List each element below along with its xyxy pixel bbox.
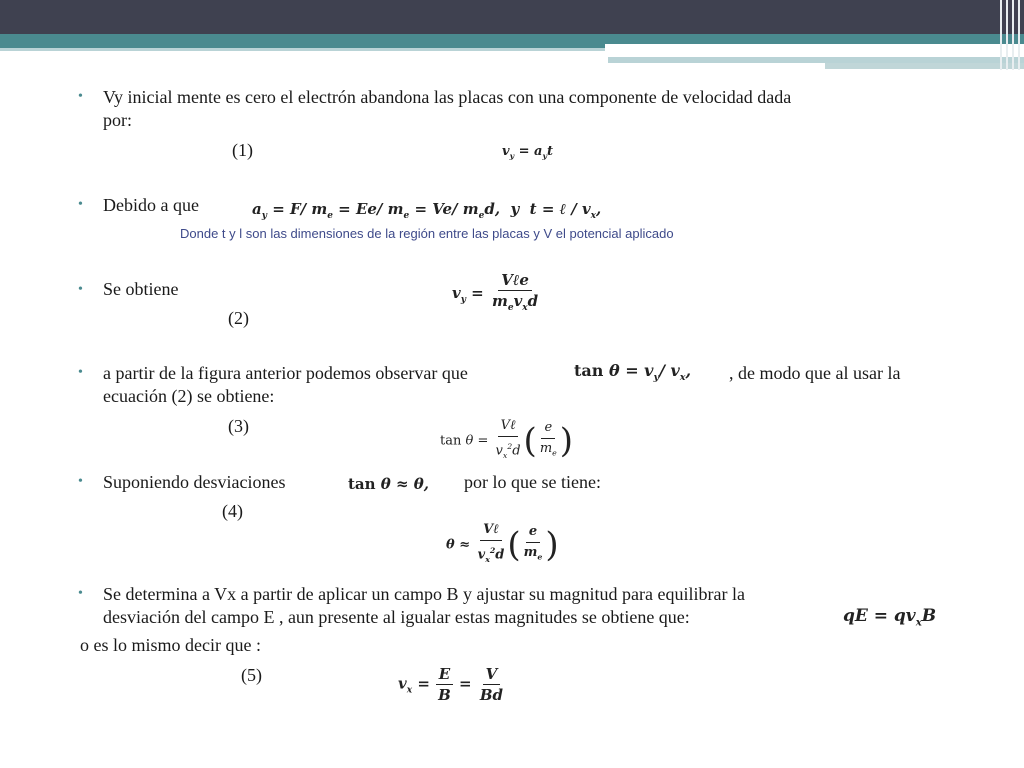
equation-tan-theta: $\tan \theta = v_y/$ $v_x$, xyxy=(574,361,692,384)
bullet-marker: • xyxy=(78,474,83,489)
bullet-4-line-2: ecuación (2) se obtiene: xyxy=(103,386,275,406)
equation-4: θ ≈ $\frac{\text{Vℓ}}{v_x^2d}$ ( $\frac{e}{m_e}$ ) xyxy=(446,522,559,565)
equation-small-angle: tan θ ≈ θ, xyxy=(348,475,430,493)
equation-3: tan θ = $\frac{\text{Vℓ}}{v_x^2d}$ ( $\frac{e}{m_e}$ ) xyxy=(440,418,574,461)
equation-1: $v_y = a_yt$ xyxy=(502,144,554,161)
bullet-marker: • xyxy=(78,365,83,380)
bullet-5-text-start: Suponiendo desviaciones xyxy=(103,472,286,492)
equation-5-label: (5) xyxy=(241,665,262,685)
equation-3-label: (3) xyxy=(228,416,249,436)
bullet-1-line-1: Vy inicial mente es cero el electrón abandona las placas con una componente de velocidad dada xyxy=(103,87,792,107)
bullet-3-text: Se obtiene xyxy=(103,279,179,299)
equation-5: $v_x$ = $\frac{E}{B}$ = $\frac{V}{Bd}$ xyxy=(398,665,503,704)
header-notch xyxy=(605,44,1024,55)
equation-acceleration: $a_y = F/$ $m_e = Ee/$ $m_e = Ve/$ $m_ed$, y t = ℓ / $v_x$, xyxy=(252,200,602,221)
equation-1-label: (1) xyxy=(232,140,253,160)
bullet-4-text-start: a partir de la figura anterior podemos observar que xyxy=(103,363,468,383)
header-stripes xyxy=(994,0,1024,70)
bullet-marker: • xyxy=(78,89,83,104)
header-band-dark xyxy=(0,0,1024,34)
note-dimensions: Donde t y l son las dimensiones de la región entre las placas y V el potencial aplicado xyxy=(180,226,674,241)
equation-2-label: (2) xyxy=(228,308,249,328)
line-rephrase: o es lo mismo decir que : xyxy=(80,635,261,655)
bullet-5-text-end: por lo que se tiene: xyxy=(464,472,601,492)
bullet-6-line-1: Se determina a Vx a partir de aplicar un campo B y ajustar su magnitud para equilibrar la xyxy=(103,584,745,604)
bullet-1-line-2: por: xyxy=(103,110,132,130)
bullet-4-text-end: , de modo que al usar la xyxy=(729,363,901,383)
equation-force-balance: qE = $qv_xB$ xyxy=(843,606,937,629)
bullet-6-line-2: desviación del campo E , aun presente al igualar estas magnitudes se obtiene que: xyxy=(103,607,690,627)
bullet-2-text: Debido a que xyxy=(103,195,199,215)
bullet-marker: • xyxy=(78,586,83,601)
equation-2: $v_y$ = $\frac{\text{Vℓe}}{m_ev_xd}$ xyxy=(452,271,539,313)
bullet-marker: • xyxy=(78,197,83,212)
bullet-marker: • xyxy=(78,282,83,297)
equation-4-label: (4) xyxy=(222,501,243,521)
